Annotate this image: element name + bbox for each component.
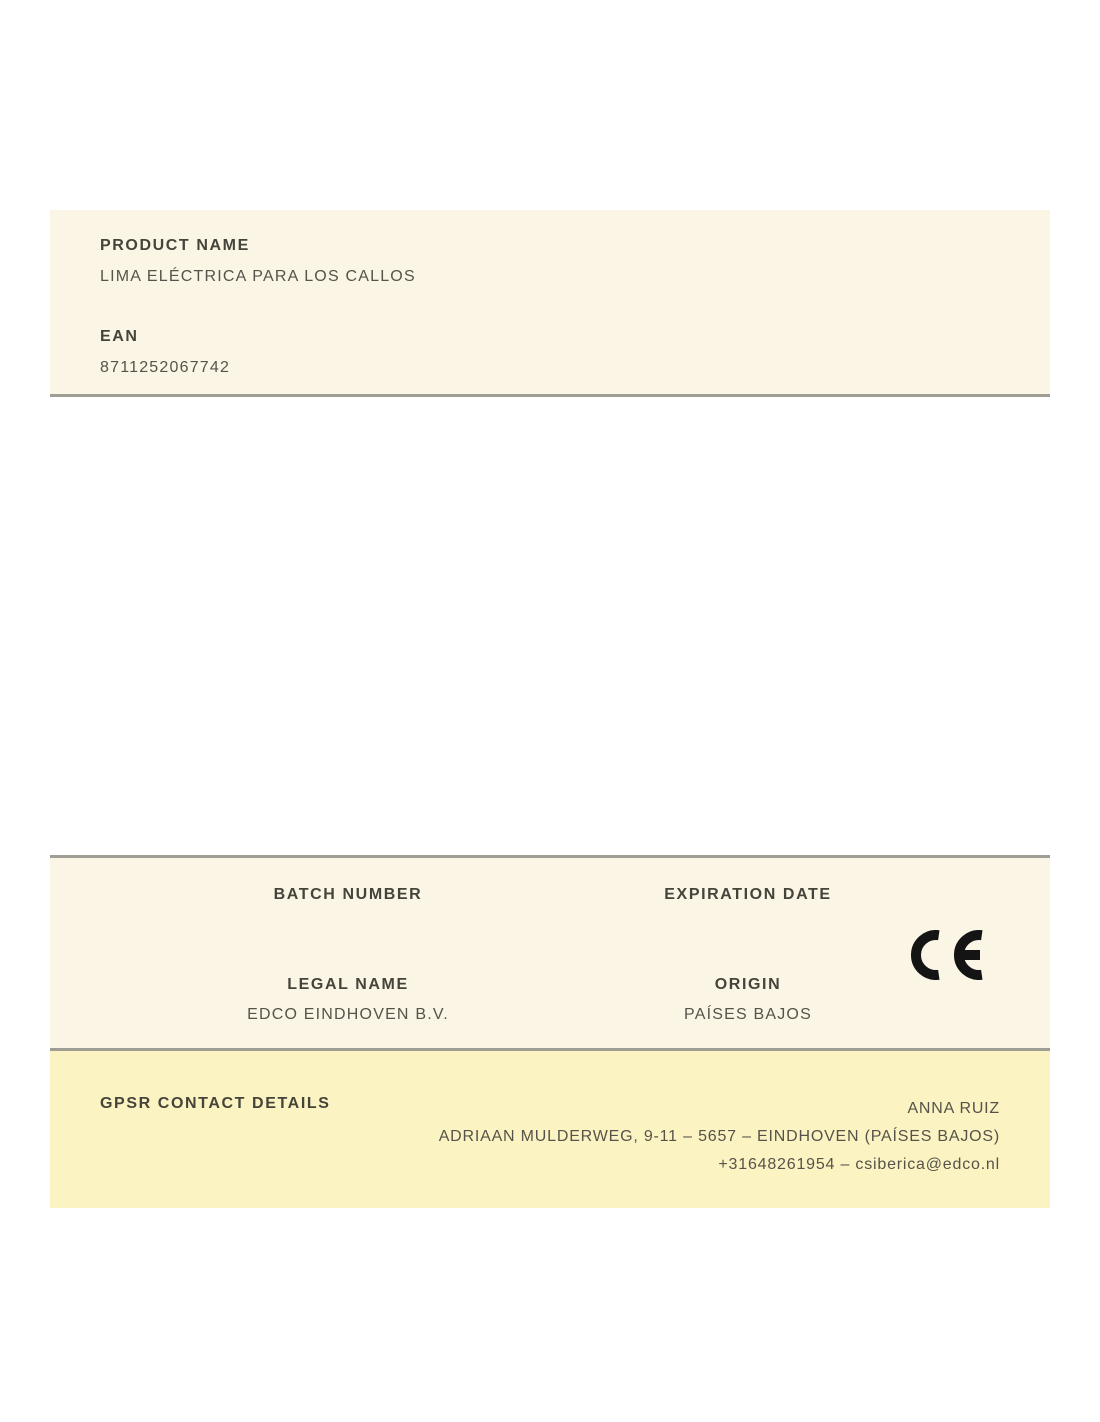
product-name-label: PRODUCT NAME [100,237,250,254]
legal-name-value: EDCO EINDHOVEN B.V. [247,1006,449,1023]
origin-label: ORIGIN [714,976,782,993]
gpsr-contact-address: ADRIAAN MULDERWEG, 9-11 – 5657 – EINDHOVEN (PAÍSES BAJOS) [438,1128,1000,1145]
gpsr-contact-name: ANNA RUIZ [907,1100,1000,1117]
traceability-section [50,855,1050,1051]
gpsr-contact-details [439,1095,1000,1179]
ce-mark-icon [907,930,984,980]
expiration-date-label: EXPIRATION DATE [664,886,832,903]
product-info-section [50,210,1050,397]
gpsr-contact-phone-email: +31648261954 – csiberica@edco.nl [718,1156,1000,1173]
traceability-left-column [148,858,548,1048]
batch-number-label: BATCH NUMBER [273,886,423,903]
product-name-value: LIMA ELÉCTRICA PARA LOS CALLOS [100,268,416,285]
expiration-date-value [548,916,948,934]
traceability-right-column [548,858,948,1048]
batch-number-value [148,916,548,934]
ean-value: 8711252067742 [100,359,231,376]
gpsr-contact-section [50,1051,1050,1208]
field-gap [100,286,1000,328]
origin-value: PAÍSES BAJOS [684,1006,812,1023]
gpsr-contact-label: GPSR CONTACT DETAILS [100,1095,331,1112]
ean-label: EAN [100,328,139,345]
legal-name-label: LEGAL NAME [287,976,409,993]
